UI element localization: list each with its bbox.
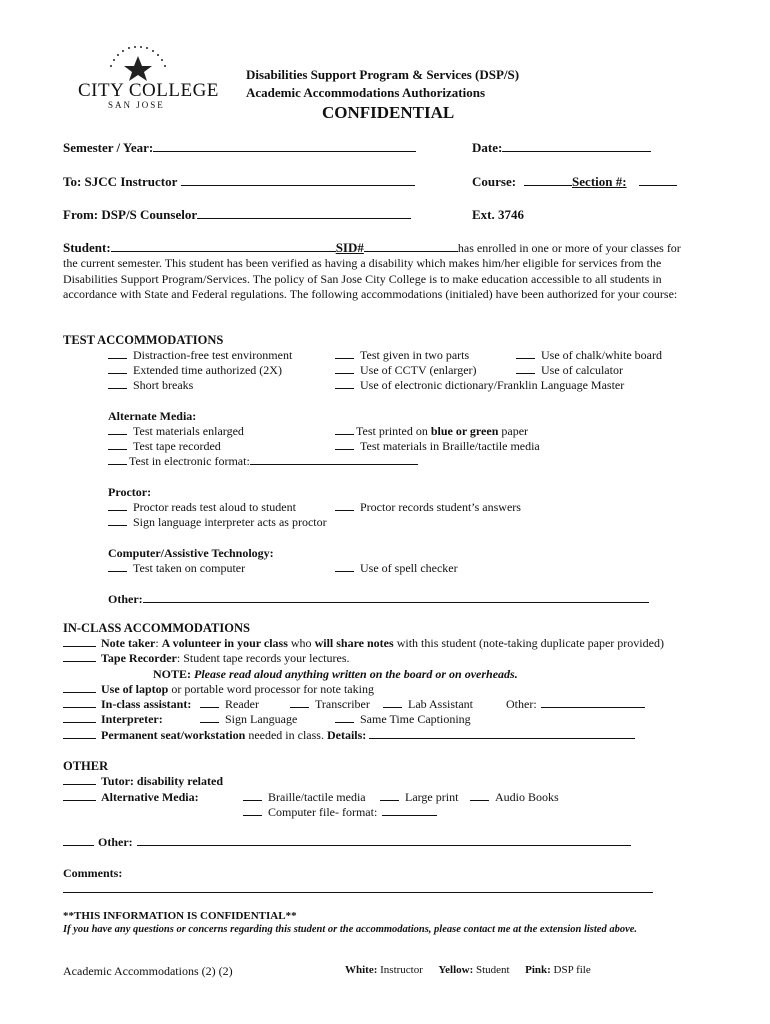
test-col3 xyxy=(516,348,662,378)
laptop-option[interactable]: Use of laptop or portable word processor for note taking xyxy=(63,682,664,697)
computer-file-option[interactable]: Computer file- format: xyxy=(243,805,437,820)
test-heading: TEST ACCOMMODATIONS xyxy=(63,333,224,347)
ext-label: Ext. 3746 xyxy=(472,207,524,222)
test-option[interactable]: Test given in two parts xyxy=(335,348,624,363)
test-option[interactable]: Proctor records student’s answers xyxy=(335,500,521,515)
test-other-field[interactable]: Other: xyxy=(108,592,649,607)
course-label: Course: xyxy=(472,174,517,189)
contact-note: If you have any questions or concerns regarding this student or the accommodations, please contact me at the extension listed above. xyxy=(63,924,638,935)
date-field[interactable] xyxy=(472,140,651,156)
computer-heading: Computer/Assistive Technology: xyxy=(108,546,274,560)
copy-distribution: White: Instructor Yellow: Student Pink: DSP file xyxy=(345,964,591,976)
alt-media-option[interactable]: Alternative Media: xyxy=(63,790,199,805)
large-print-option[interactable]: Large print xyxy=(380,790,458,805)
tape-recorder-option[interactable]: Tape Recorder: Student tape records your lectures. xyxy=(63,651,664,666)
intro-paragraph: the current semester. This student has been verified as having a disability which makes him/her eligible for services from the Disabilities Support Program/Services. The policy of San Jose City College is to make education accessible to all students in accordance with State and Federal regulations. The following accommodations (initialed) have been authorized for your course: xyxy=(63,256,678,301)
board-note: NOTE: Please read aloud anything written on the board or on overheads. xyxy=(153,666,518,681)
logo-title: CITY COLLEGE xyxy=(78,80,219,101)
test-option[interactable]: Sign language interpreter acts as proctor xyxy=(108,515,327,530)
counselor-field[interactable] xyxy=(63,207,411,223)
comments-line[interactable] xyxy=(63,892,653,893)
comments-label: Comments: xyxy=(63,866,123,880)
test-option[interactable]: Use of electronic dictionary/Franklin Language Master xyxy=(335,378,624,393)
semester-label: Semester / Year: xyxy=(63,140,154,155)
interpreter-option[interactable]: Interpreter: Sign Language Same Time Captioning xyxy=(63,712,664,727)
course-field[interactable] xyxy=(472,174,677,190)
confidential-title: CONFIDENTIAL xyxy=(322,103,455,122)
other-heading: OTHER xyxy=(63,759,109,773)
braille-option[interactable]: Braille/tactile media xyxy=(243,790,366,805)
test-option[interactable]: Test printed on blue or green paper xyxy=(335,424,540,439)
inclass-list xyxy=(63,636,664,743)
notetaker-option[interactable]: Note taker: A volunteer in your class who will share notes with this student (note-taking duplicate paper provided) xyxy=(63,636,664,651)
star-logo-icon xyxy=(78,42,198,82)
form-name: Academic Accommodations (2) (2) xyxy=(63,964,233,978)
sid-label: SID# xyxy=(335,240,364,255)
test-option[interactable]: Test taken on computer xyxy=(108,561,245,576)
enrolled-text: has enrolled in one or more of your classes for xyxy=(457,241,681,255)
instructor-field[interactable] xyxy=(63,174,415,190)
logo-subtitle: SAN JOSE xyxy=(108,100,165,110)
proctor-heading: Proctor: xyxy=(108,485,152,499)
test-col1 xyxy=(108,348,292,394)
test-option[interactable]: Test tape recorded xyxy=(108,439,418,454)
inclass-heading: IN-CLASS ACCOMMODATIONS xyxy=(63,621,250,635)
test-option[interactable]: Use of chalk/white board xyxy=(516,348,662,363)
counselor-label: From: DSP/S Counselor xyxy=(63,207,198,222)
header-line2: Academic Accommodations Authorizations xyxy=(246,85,486,100)
semester-field[interactable] xyxy=(63,140,416,156)
alt-media-right xyxy=(335,424,540,454)
audio-books-option[interactable]: Audio Books xyxy=(470,790,559,805)
test-option[interactable]: Distraction-free test environment xyxy=(108,348,292,363)
header-line1: Disabilities Support Program & Services (DSP/S) xyxy=(246,67,520,82)
test-option[interactable]: Use of CCTV (enlarger) xyxy=(335,363,624,378)
section-label: Section #: xyxy=(572,174,627,189)
test-option[interactable]: Proctor reads test aloud to student xyxy=(108,500,327,515)
tutor-option[interactable]: Tutor: disability related xyxy=(63,774,223,789)
instructor-label: To: SJCC Instructor xyxy=(63,174,178,189)
test-option[interactable]: Extended time authorized (2X) xyxy=(108,363,292,378)
test-option[interactable]: Use of calculator xyxy=(516,363,662,378)
test-option[interactable]: Test in electronic format: xyxy=(108,454,418,469)
date-label: Date: xyxy=(472,140,503,155)
test-option[interactable]: Test materials enlarged xyxy=(108,424,418,439)
student-label: Student: xyxy=(63,240,111,255)
proctor-left xyxy=(108,500,327,530)
test-option[interactable]: Use of spell checker xyxy=(335,561,458,576)
student-field[interactable] xyxy=(63,240,681,256)
test-option[interactable]: Short breaks xyxy=(108,378,292,393)
seat-option[interactable]: Permanent seat/workstation needed in class. Details: xyxy=(63,728,664,743)
college-logo xyxy=(78,42,219,110)
test-option[interactable]: Test materials in Braille/tactile media xyxy=(335,439,540,454)
other-field[interactable]: Other: xyxy=(63,835,631,850)
assistant-option[interactable]: In-class assistant: Reader Transcriber Lab Assistant Other: xyxy=(63,697,664,712)
alt-media-heading: Alternate Media: xyxy=(108,409,197,423)
confidential-note: **THIS INFORMATION IS CONFIDENTIAL** xyxy=(63,910,297,922)
